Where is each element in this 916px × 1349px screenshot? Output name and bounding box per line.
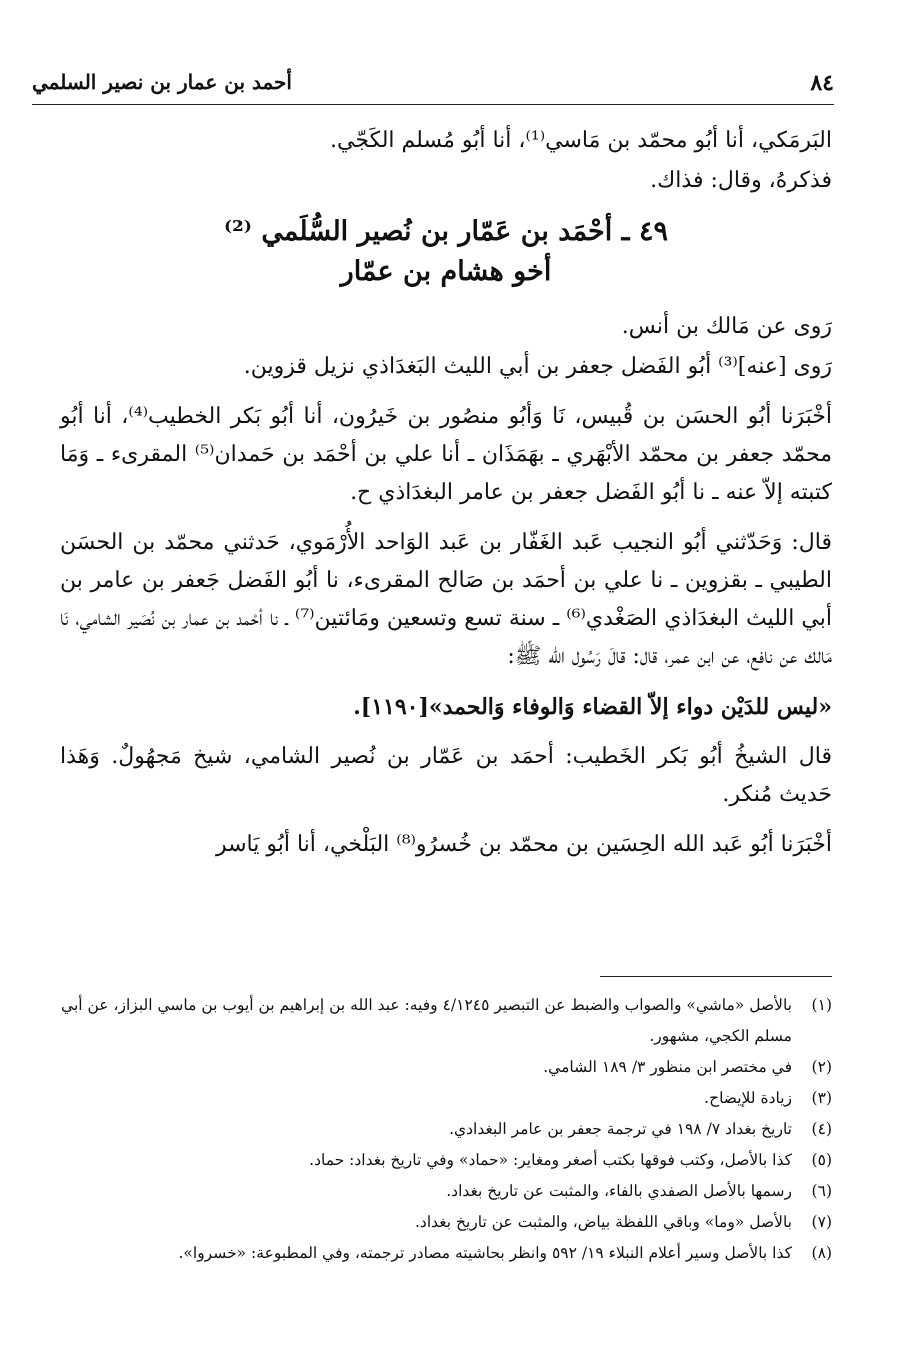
paragraph: أخْبَرَنا أبُو عَبد الله الحِسَين بن محمّد بن خُسرُو⁽⁸⁾ البَلْخي، أنا أبُو يَاسر [215, 832, 832, 857]
isnad-paragraph: أخْبَرَنا أبُو الحسَن بن قُبيس، نَا وَأبُو منصُور بن خَيرُون، أنا أبُو بَكر الخطيب⁽⁴⁾، أنا أبُو محمّد جعفر بن محمّد الأبْهَري ـ بهَمَذَان ـ أنا علي بن أحْمَد بن حَمدان⁽⁵⁾ المقرىء ـ وَمَا كتبته إلاّ عنه ـ نا أبُو الفَضل جعفر بن عامر البغدَاذي ح. [60, 404, 833, 505]
paragraph: رَوى عن مَالك بن أنس. [621, 314, 832, 339]
footnote-text: زيادة للإيضاح. [704, 1089, 792, 1107]
footnote-number: (٣) [811, 1089, 832, 1107]
footnote [40, 1052, 832, 1083]
footnote-text: رسمها بالأصل الصفدي بالفاء، والمثبت عن تاريخ بغداد. [446, 1182, 792, 1200]
entry-subtitle: أخو هشام بن عمّار [340, 256, 552, 287]
footnote-text: كذا بالأصل وسير أعلام النبلاء ١٩/ ٥٩٢ وانظر بحاشيته مصادر ترجمته، وفي المطبوعة: «خسروا». [178, 1244, 792, 1262]
footnote [40, 1238, 832, 1269]
isnad-paragraph: قال: وَحَدّثني أبُو النجيب عَبد الغَفّار بن عَبد الوَاحد الأُرْمَوي، حَدثني محمّد بن الحسَن الطيبي ـ بقزوين ـ نا علي بن أحمَد بن صَالح المقرىء، نا أبُو الفَضل جَعفر بن عامر بن أبي الليث البغدَاذي الصَغْدي⁽⁶⁾ ـ سنة تسع وتسعين ومَائتين⁽⁷⁾ ـ نا أحْمد بن عمار بن نُصَير الشامي، نَا مَالك عن نافع، عن ابن عمر، قال: قالَ رَسُول الله ﷺ: [60, 530, 832, 669]
footnote-text: تاريخ بغداد ٧/ ١٩٨ في ترجمة جعفر بن عامر البغدادي. [449, 1120, 792, 1138]
footnote-text: كذا بالأصل، وكتب فوقها بكتب أصغر ومغاير: «حماد» وفي تاريخ بغداد: حماد. [309, 1151, 792, 1169]
paragraph: فذكرهُ، وقال: فذاك. [650, 168, 832, 193]
paragraph: قال الشيخُ أبُو بَكر الخَطيب: أحمَد بن عَمّار بن نُصير الشامي، شيخ مَجهُولٌ. وَهَذا حَديث مُنكر. [60, 744, 832, 807]
footnote-number: (٤) [811, 1120, 832, 1138]
footnote [40, 1145, 832, 1176]
footnote [40, 1114, 832, 1145]
footnote-text: في مختصر ابن منظور ٣/ ١٨٩ الشامي. [543, 1058, 792, 1076]
page-number: ٨٤ [810, 70, 834, 96]
footnote-number: (٨) [811, 1244, 832, 1262]
page-header [32, 64, 834, 105]
entry-title: ٤٩ ـ أحْمَد بن عَمّار بن نُصير السُّلَمي ⁽²⁾ [224, 216, 668, 247]
footnote [40, 1083, 832, 1114]
footnote-number: (٧) [811, 1213, 832, 1231]
footnote-divider [600, 976, 832, 977]
footnote [40, 990, 832, 1052]
main-text [60, 122, 832, 876]
hadith-text: «ليس للدَيْن دواء إلاّ القضاء وَالوفاء وَالحمد»[١١٩٠]. [353, 694, 832, 720]
paragraph: البَرمَكي، أنا أبُو محمّد بن مَاسي⁽¹⁾، أنا أبُو مُسلم الكَجّي. [330, 128, 832, 153]
footnote [40, 1176, 832, 1207]
entry-heading [60, 212, 832, 292]
footnote-text: بالأصل «ماشي» والصواب والضبط عن التبصير ٤/١٢٤٥ وفيه: عبد الله بن إبراهيم بن أيوب بن ماسي البزاز، عن أبي مسلم الكجي، مشهور. [61, 996, 792, 1045]
running-title: أحمد بن عمار بن نصير السلمي [32, 70, 292, 94]
footnote-text: بالأصل «وما» وباقي اللفظة بياض، والمثبت عن تاريخ بغداد. [414, 1213, 792, 1231]
footnote-number: (٦) [811, 1182, 832, 1200]
footnote-number: (١) [811, 996, 832, 1014]
footnote-number: (٢) [811, 1058, 832, 1076]
footnote-number: (٥) [811, 1151, 832, 1169]
footnote [40, 1207, 832, 1238]
footnotes [40, 990, 832, 1269]
paragraph: رَوى [عنه]⁽³⁾ أبُو الفَضل جعفر بن أبي الليث البَغدَاذي نزيل قزوين. [243, 354, 832, 379]
